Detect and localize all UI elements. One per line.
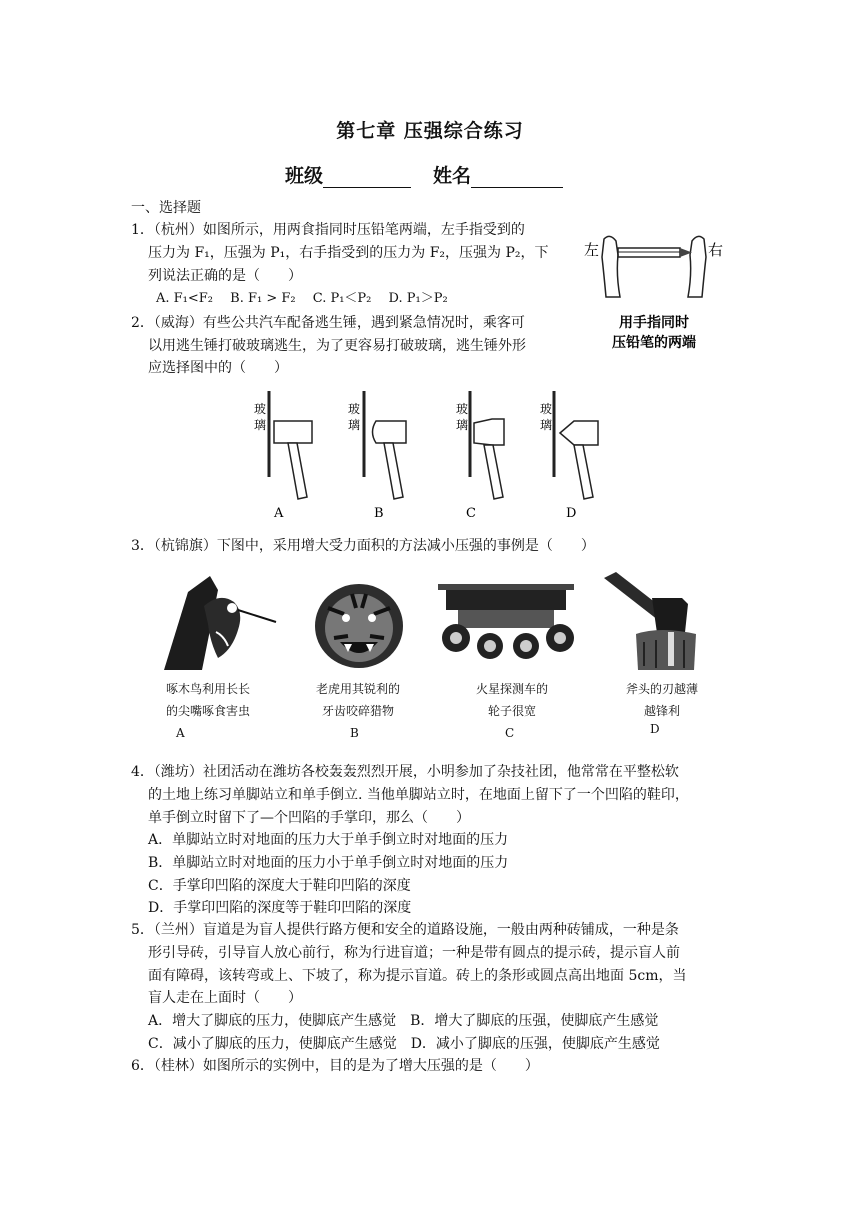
pencil-fingers-figure	[580, 225, 728, 353]
q3-caption-d	[602, 678, 722, 722]
q3-caption-b	[298, 678, 418, 722]
q4-option-c: C．手掌印凹陷的深度大于鞋印凹陷的深度	[148, 878, 411, 894]
class-blank[interactable]	[323, 169, 411, 188]
q3-letter-c: C	[505, 726, 515, 740]
svg-text:璃: 璃	[348, 418, 361, 432]
q6-line: 6．（桂林）如图所示的实例中，目的是为了增大压强的是（ ）	[131, 1058, 539, 1074]
fig-right-label: 右	[708, 241, 724, 259]
q5-line-1: 5．（兰州）盲道是为盲人提供行路方便和安全的道路设施，一般由两种砖铺成，一种是条	[131, 922, 679, 938]
q4-option-d: D．手掌印凹陷的深度等于鞋印凹陷的深度	[148, 900, 412, 916]
hammer-b-head-icon	[373, 421, 407, 443]
class-label: 班级	[285, 165, 324, 187]
fig-caption-2: 压铅笔的两端	[612, 335, 696, 351]
class-name-line	[285, 161, 605, 188]
hammer-letter-a: A	[274, 506, 284, 521]
svg-text:玻: 玻	[540, 402, 553, 416]
fig-left-label: 左	[584, 241, 600, 259]
q3-caption-a-2: 的尖嘴啄食害虫	[165, 704, 250, 718]
hammer-d-head-icon	[560, 421, 598, 445]
q3-caption-c-2: 轮子很宽	[487, 704, 536, 718]
right-finger-icon	[688, 236, 706, 297]
q4-line-3: 单手倒立时留下了—个凹陷的手掌印，那么（ ）	[148, 810, 470, 826]
q1-line-3: 列说法正确的是（ ）	[148, 268, 302, 284]
svg-text:玻: 玻	[348, 402, 361, 416]
hammer-letter-c: C	[466, 506, 476, 521]
q3-caption-d-2: 越锋利	[643, 704, 680, 718]
q3-letter-a: A	[176, 726, 185, 740]
glass-label-a: 玻	[254, 402, 267, 416]
svg-text:璃: 璃	[254, 418, 267, 432]
left-finger-icon	[602, 236, 620, 297]
page-title: 第七章 压强综合练习	[336, 120, 524, 142]
q1-options: A. F₁<F₂ B. F₁ > F₂ C. P₁＜P₂ D. P₁＞P₂	[156, 291, 448, 306]
q3-caption-b-2: 牙齿咬碎猎物	[321, 704, 394, 718]
svg-text:玻: 玻	[456, 402, 469, 416]
q3-letter-d: D	[650, 722, 660, 736]
q5-line-3: 面有障碍，该转弯或上、下坡了，称为提示盲道。砖上的条形或圆点高出地面 5cm，当	[148, 968, 687, 984]
q3-caption-d-1: 斧头的刃越薄	[625, 682, 698, 696]
q3-line: 3．（杭锦旗）下图中，采用增大受力面积的方法减小压强的事例是（ ）	[131, 538, 595, 554]
q3-caption-c-1: 火星探测车的	[475, 682, 548, 696]
q2-line-3: 应选择图中的（ ）	[148, 360, 288, 376]
svg-text:璃: 璃	[540, 418, 553, 432]
q3-caption-c	[452, 678, 572, 722]
hammer-c-head-icon	[474, 419, 504, 445]
q4-line-2: 的土地上练习单脚站立和单手倒立. 当他单脚站立时，在地面上留下了一个凹陷的鞋印，	[148, 787, 689, 803]
name-blank[interactable]	[471, 169, 563, 188]
q3-caption-b-1: 老虎用其锐利的	[315, 682, 400, 696]
svg-text:璃: 璃	[456, 418, 469, 432]
q2-line-1: 2．（威海）有些公共汽车配备逃生锤，遇到紧急情况时，乘客可	[131, 315, 525, 331]
escape-hammer-figure	[248, 385, 608, 525]
q4-option-b: B．单脚站立时对地面的压力小于单手倒立时对地面的压力	[148, 855, 509, 871]
hammer-letter-b: B	[374, 506, 384, 521]
q4-line-1: 4．（潍坊）社团活动在潍坊各校轰轰烈烈开展，小明参加了杂技社团，他常常在平整松软	[131, 764, 679, 780]
fig-caption-1: 用手指同时	[619, 315, 689, 331]
mars-rover-icon	[432, 582, 580, 670]
q1-line-1: 1．（杭州）如图所示，用两食指同时压铅笔两端，左手指受到的	[131, 222, 525, 238]
q5-options-1: A．增大了脚底的压力，使脚底产生感觉 B．增大了脚底的压强，使脚底产生感觉	[148, 1013, 659, 1029]
q3-caption-a	[148, 678, 268, 722]
q3-caption-a-1: 啄木鸟利用长长	[165, 682, 250, 696]
q5-line-2: 形引导砖，引导盲人放心前行，称为行进盲道；一种是带有圆点的提示砖，提示盲人前	[148, 945, 680, 961]
tiger-icon	[304, 578, 414, 674]
name-label: 姓名	[433, 165, 472, 187]
q4-option-a: A．单脚站立时对地面的压力大于单手倒立时对地面的压力	[148, 832, 509, 848]
woodpecker-icon	[158, 572, 278, 672]
hammer-letter-d: D	[566, 506, 577, 521]
q3-letter-b: B	[350, 726, 359, 740]
axe-icon	[600, 570, 710, 674]
q2-line-2: 以用逃生锤打破玻璃逃生，为了更容易打破玻璃，逃生锤外形	[148, 338, 526, 354]
q5-options-2: C．减小了脚底的压力，使脚底产生感觉 D．减小了脚底的压强，使脚底产生感觉	[148, 1036, 660, 1052]
q1-line-2: 压力为 F₁，压强为 P₁，右手指受到的压力为 F₂，压强为 P₂，下	[148, 245, 549, 261]
hammer-a-head-icon	[274, 421, 312, 443]
section-heading: 一、选择题	[131, 200, 201, 216]
q5-line-4: 盲人走在上面时（ ）	[148, 990, 302, 1006]
